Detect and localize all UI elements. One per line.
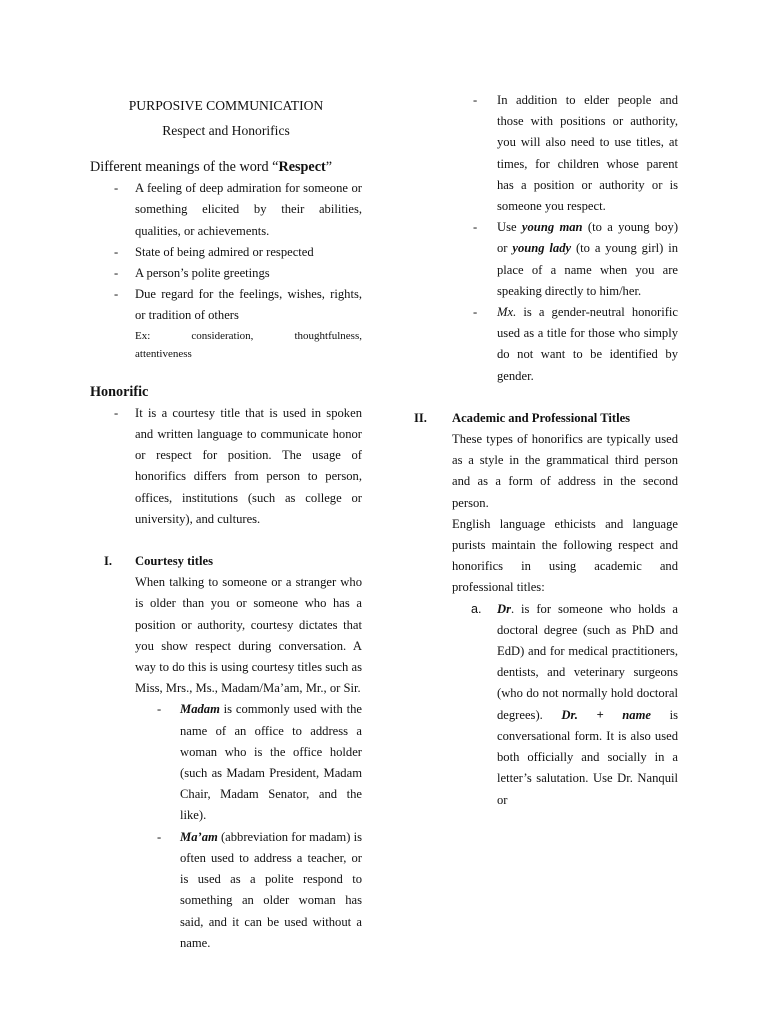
respect-meanings-list [90, 178, 362, 326]
respect-word: Respect [278, 159, 326, 175]
list-item: - Madam is commonly used with the name of an office to address a woman who is the office holder (such as Madam President, Madam Chair, Madam Senator, and the like). [157, 702, 362, 823]
respect-example-continuation: attentiveness [135, 347, 192, 360]
section-courtesy-titles [90, 551, 362, 699]
list-item: - Use young man (to a young boy) or young lady (to a young girl) in place of a name when you are speaking directly to him/her. [473, 220, 679, 298]
academic-item-a: a. Dr. is for someone who holds a doctoral degree (such as PhD and EdD) and for medical practitioners, dentists, and veterinary surgeons (who do not normally hold doctoral degrees). Dr. + name is conversational form. It is also used both officially and socially in a letter’s salutation. Use Dr. Nanquil or [414, 599, 678, 811]
courtesy-title-list-continued [414, 90, 678, 387]
madam-term: Madam [180, 702, 220, 717]
document-title: PURPOSIVE COMMUNICATION [128, 98, 324, 113]
list-item: - State of being admired or respected [114, 244, 314, 259]
dr-name-term: Dr. + name [561, 707, 651, 722]
young-man-term: young man [521, 220, 583, 235]
mx-term: Mx. [497, 305, 517, 320]
respect-example-line: Ex: consideration, thoughtfulness, [135, 329, 362, 342]
list-item: - In addition to elder people and those with positions or authority, you will also need to use titles, at times, for children whose parent has a position or authority or is someone you respect. [473, 93, 678, 214]
document-subtitle: Respect and Honorifics [162, 123, 290, 138]
section-body: These types of honorifics are typically used as a style in the grammatical third person and as a form of address in the second person. [452, 432, 678, 510]
section-body: When talking to someone or a stranger who is older than you or someone who has a position or authority, courtesy dictates that you show respect during conversation. A way to do this is using courtesy titles such as Miss, Mrs., Ms., Madam/Ma’am, Mr., or Sir. [135, 575, 362, 696]
honorific-heading: Honorific [90, 383, 149, 400]
right-column [414, 90, 678, 811]
list-marker: a. [471, 601, 482, 616]
section-number: I. [104, 554, 113, 569]
honorific-list [90, 403, 362, 530]
section-heading: Academic and Professional Titles [452, 410, 631, 425]
honorific-definition: It is a courtesy title that is used in spoken and written language to communicate honor or respect for position. The usage of honorifics differs from person to person, offices, institutions (such as college or university), and cultures. [135, 405, 362, 526]
list-item: - A feeling of deep admiration for someone or something elicited by their abilities, qualities, or achievements. [114, 181, 362, 238]
section-body: English language ethicists and language purists maintain the following respect and honorifics in using academic and professional titles: [452, 516, 678, 595]
list-item: - Due regard for the feelings, wishes, rights, or tradition of others [114, 287, 362, 323]
list-item: - It is a courtesy title that is used in spoken and written language to communicate honor or respect for position. The usage of honorifics differs from person to person, offices, institutions (such as college or university), and cultures. [114, 405, 362, 526]
list-item: - A person’s polite greetings [114, 266, 270, 281]
respect-heading: Different meanings of the word “Respect” [90, 159, 333, 175]
section-academic-titles [414, 408, 678, 599]
dr-term: Dr [497, 601, 511, 616]
young-lady-term: young lady [512, 241, 572, 256]
courtesy-title-list [90, 699, 362, 953]
section-number: II. [414, 410, 427, 425]
section-heading: Courtesy titles [135, 554, 213, 569]
maam-term: Ma’am [180, 829, 218, 844]
list-item: - Mx. is a gender-neutral honorific used as a title for those who simply do not want to be identified by gender. [473, 305, 678, 383]
list-item: - Ma’am (abbreviation for madam) is often used to address a teacher, or is used as a polite respond to something an older woman has said, and it can be used without a name. [157, 829, 362, 950]
left-column [90, 93, 362, 954]
